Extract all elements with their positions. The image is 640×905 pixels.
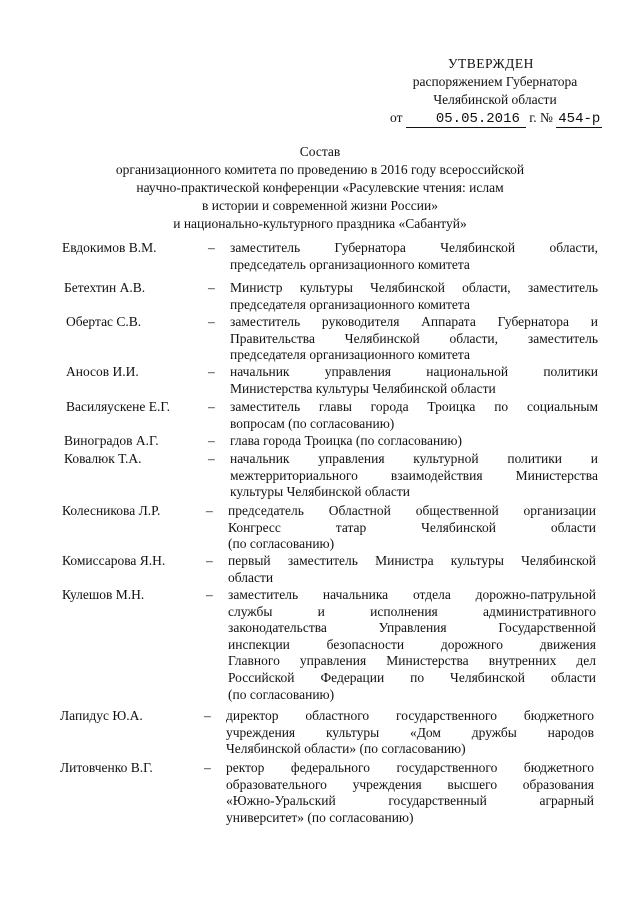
member-position	[230, 280, 598, 313]
member-position-line: вопросам (по согласованию)	[230, 415, 395, 431]
member-position-line: Челябинской области» (по согласованию)	[226, 741, 466, 757]
approval-line-1: распоряжением Губернатора	[412, 74, 578, 89]
member-position	[228, 587, 596, 703]
approval-line-2: Челябинской области	[433, 92, 557, 107]
document-title	[85, 143, 555, 233]
member-position-line: Министерства культуры Челябинской области	[230, 380, 496, 396]
member-position	[230, 314, 598, 364]
member-position-line: учреждения культуры «Дом дружбы народов	[226, 724, 594, 740]
member-position-line: председателя организационного комитета	[230, 347, 470, 363]
member-position-line: университет» (по согласованию)	[226, 809, 414, 825]
member-position-line: инспекции безопасности дорожного движения	[228, 636, 596, 652]
member-name: Евдокимов В.М.	[62, 240, 157, 255]
member-position-line: Главного управления Министерства внутренних дел	[228, 653, 596, 669]
member-position-line: (по согласованию)	[228, 536, 335, 552]
member-position	[228, 553, 596, 586]
member-position	[230, 451, 598, 501]
member-position-line: межтерриториального взаимодействия Министерства	[230, 467, 598, 483]
member-name: Комиссарова Я.Н.	[62, 553, 166, 568]
member-dash: –	[208, 433, 215, 448]
member-position-line: заместитель начальника отдела дорожно-патрульной	[228, 587, 596, 602]
member-position-line: Министр культуры Челябинской области, заместитель	[230, 280, 598, 295]
member-name: Кулешов М.Н.	[62, 587, 145, 602]
member-position-line: культуры Челябинской области	[230, 484, 410, 500]
title-line-2: организационного комитета по проведению в 2016 году всероссийской	[115, 162, 525, 177]
member-name: Колесникова Л.Р.	[62, 503, 161, 518]
member-position	[230, 240, 598, 273]
member-position	[230, 433, 598, 450]
member-dash: –	[208, 451, 215, 466]
member-position-line: начальник управления национальной политики	[230, 364, 598, 379]
member-dash: –	[208, 314, 215, 329]
member-position-line: образовательного учреждения высшего образования	[226, 776, 594, 792]
member-dash: –	[206, 587, 213, 602]
member-position	[226, 760, 594, 826]
member-dash: –	[208, 240, 215, 255]
member-position-line: службы и исполнения административного	[228, 603, 596, 619]
member-position-line: глава города Троицка (по согласованию)	[230, 433, 462, 448]
approval-year-suffix: г. №	[529, 110, 553, 125]
member-name: Литовченко В.Г.	[60, 760, 153, 775]
member-position-line: первый заместитель Министра культуры Челябинской	[228, 553, 596, 568]
member-position-line: ректор федерального государственного бюджетного	[226, 760, 594, 775]
member-dash: –	[208, 280, 215, 295]
member-position	[230, 364, 598, 397]
member-dash: –	[204, 760, 211, 775]
member-position-line: председатель организационного комитета	[230, 256, 470, 272]
member-position-line: директор областного государственного бюджетного	[226, 708, 594, 723]
member-name: Бетехтин А.В.	[64, 280, 146, 295]
approval-prefix: от	[390, 110, 403, 125]
member-position-line: председатель Областной общественной организации	[228, 503, 596, 518]
member-dash: –	[208, 364, 215, 379]
member-name: Обертас С.В.	[66, 314, 142, 329]
member-position-line: Российской Федерации по Челябинской области	[228, 669, 596, 685]
approval-heading: УТВЕРЖДЕН	[448, 56, 534, 71]
member-dash: –	[206, 503, 213, 518]
approval-number: 454-р	[558, 111, 601, 127]
member-position	[228, 503, 596, 553]
member-name: Аносов И.И.	[66, 364, 139, 379]
approval-date-line	[390, 109, 610, 128]
member-dash: –	[206, 553, 213, 568]
member-position	[226, 708, 594, 758]
member-position-line: заместитель главы города Троицка по социальным	[230, 399, 598, 414]
approval-block	[380, 55, 610, 128]
member-position-line: законодательства Управления Государственной	[228, 620, 596, 636]
member-position-line: председателя организационного комитета	[230, 296, 470, 312]
member-position-line: заместитель руководителя Аппарата Губернатора и	[230, 314, 598, 329]
member-position-line: начальник управления культурной политики и	[230, 451, 598, 466]
member-position	[230, 399, 598, 432]
approval-date: 05.05.2016	[406, 112, 526, 128]
member-name: Лапидус Ю.А.	[60, 708, 143, 723]
member-position-line: (по согласованию)	[228, 686, 335, 702]
member-position-line: заместитель Губернатора Челябинской области,	[230, 240, 598, 255]
member-name: Ковалюк Т.А.	[64, 451, 142, 466]
member-position-line: области	[228, 569, 274, 585]
member-name: Василяускене Е.Г.	[66, 399, 170, 414]
member-position-line: Правительства Челябинской области, заместитель	[230, 330, 598, 346]
member-position-line: Конгресс татар Челябинской области	[228, 519, 596, 535]
title-line-5: и национально-культурного праздника «Сабантуй»	[173, 216, 467, 231]
title-line-1: Состав	[299, 144, 341, 159]
title-line-3: научно-практической конференции «Расулевские чтения: ислам	[136, 180, 504, 195]
title-line-4: в истории и современной жизни России»	[202, 198, 438, 213]
member-dash: –	[204, 708, 211, 723]
member-position-line: «Южно-Уральский государственный аграрный	[226, 793, 594, 809]
member-dash: –	[208, 399, 215, 414]
member-name: Виноградов А.Г.	[64, 433, 159, 448]
